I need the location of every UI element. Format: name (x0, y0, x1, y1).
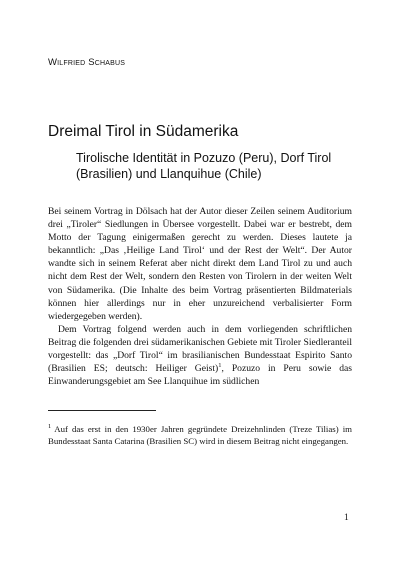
paragraph-text: , Pozuzo in Peru sowie das Einwanderungsgebiet am See Llanquihue im südlichen (48, 363, 352, 388)
page-number: 1 (344, 513, 349, 523)
article-title: Dreimal Tirol in Südamerika (48, 123, 239, 140)
body-paragraph: Bei seinem Vortrag in Dölsach hat der Autor dieser Zeilen seinem Auditorium drei „Tiroler“ Siedlungen in Übersee vorgestellt. Dabei war er bestrebt, dem Motto der Tagung einigermaßen gerecht zu werden. Dieses lautete ja bekanntlich: „Das ‚Heilige Land Tirol‘ und der Rest der Welt“. Der Autor wandte sich in seinem Referat aber nicht direkt dem Land Tirol zu und auch nicht dem Rest der Welt, sondern den Resten von Tirolern in der weiten Welt von Südamerika. (Die Inhalte des beim Vortrag präsentierten Bildmaterials können hier allerdings nur in eher unzureichend verbalisierter Form wiedergegeben werden). (48, 206, 352, 322)
article-body (48, 205, 352, 388)
article-subtitle: Tirolische Identität in Pozuzo (Peru), Dorf Tirol (Brasilien) und Llanquihue (Chile) (76, 151, 332, 181)
paragraph-text: Dem Vortrag folgend werden auch in dem vorliegenden schriftlichen Beitrag die folgenden drei südamerikanischen Gebiete mit Tiroler Siedleranteil vorgestellt: das „Dorf Tirol“ im brasilianischen Bundesstaat Espirito Santo (Brasilien ES; deutsch: Heiliger Geist) (48, 323, 352, 375)
footnote-marker: 1 (48, 423, 52, 431)
body-paragraph (48, 323, 352, 388)
running-header-author: Wilfried Schabus (48, 57, 126, 68)
footnote (48, 423, 352, 447)
footnote-text: Auf das erst in den 1930er Jahren gegründete Dreizehnlinden (Treze Tilias) im Bundesstaat Santa Catarina (Brasilien SC) wird in diesem Beitrag nicht eingegangen. (48, 424, 352, 446)
footnote-reference[interactable]: 1 (218, 361, 222, 369)
footnote-divider (48, 410, 156, 411)
